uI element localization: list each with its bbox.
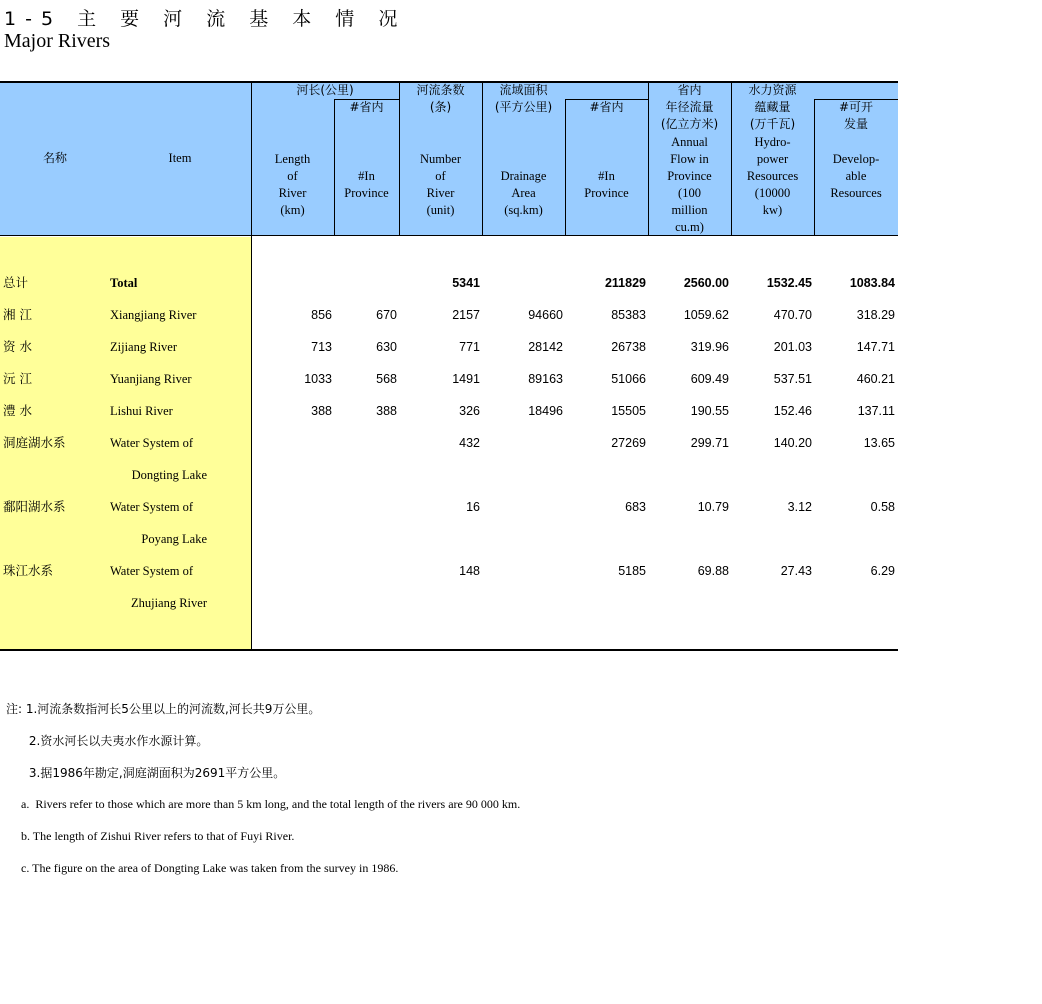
cell-flow: 190.55 bbox=[690, 404, 729, 418]
cell-dev bbox=[805, 459, 895, 491]
cell-dev: 318.29 bbox=[856, 308, 895, 322]
cell-area-prov: 27269 bbox=[611, 436, 646, 450]
cell-area-prov bbox=[556, 587, 646, 619]
footnote: 2.资水河长以夫夷水作水源计算。 bbox=[6, 734, 209, 748]
header-line: (10000 bbox=[754, 186, 791, 200]
cell-flow: 299.71 bbox=[690, 436, 729, 450]
header-area bbox=[482, 168, 565, 219]
header-line: Annual bbox=[671, 135, 708, 149]
cell-flow bbox=[639, 587, 729, 619]
row-item-en: Zijiang River bbox=[110, 340, 177, 354]
cell-dev bbox=[805, 587, 895, 619]
cell-hydro: 27.43 bbox=[780, 564, 812, 578]
cell-area: 89163 bbox=[528, 372, 563, 386]
header-line: (万千瓦) bbox=[749, 117, 796, 131]
row-name-cn: 澧 水 bbox=[3, 403, 32, 418]
cell-area-prov: 211829 bbox=[604, 276, 646, 290]
cell-length-prov: 630 bbox=[376, 340, 397, 354]
cell-length: 713 bbox=[311, 340, 332, 354]
header-line: Length bbox=[274, 152, 311, 166]
row-name-cn: 洞庭湖水系 bbox=[3, 435, 66, 450]
header-line: million bbox=[671, 203, 708, 217]
header-length-prov-cn: #省内 bbox=[349, 100, 384, 114]
header-line: Province bbox=[667, 169, 712, 183]
cell-flow: 609.49 bbox=[690, 372, 729, 386]
cell-area bbox=[473, 459, 563, 491]
header-line: 发量 bbox=[843, 117, 868, 131]
header-line: Develop- bbox=[832, 152, 880, 166]
cell-dev: 13.65 bbox=[863, 436, 895, 450]
header-line: of bbox=[435, 169, 446, 183]
cell-number: 771 bbox=[459, 340, 480, 354]
cell-length-prov bbox=[307, 427, 397, 459]
header-line: Hydro- bbox=[754, 135, 791, 149]
header-line: 蕴藏量 bbox=[754, 100, 791, 114]
header-line: (100 bbox=[678, 186, 701, 200]
cell-flow: 10.79 bbox=[697, 500, 729, 514]
table-row bbox=[0, 523, 898, 555]
header-line: 年径流量 bbox=[665, 100, 714, 114]
cell-area bbox=[473, 491, 563, 523]
cell-flow: 319.96 bbox=[690, 340, 729, 354]
cell-flow: 1059.62 bbox=[683, 308, 729, 322]
header-line: River bbox=[426, 186, 455, 200]
cell-dev bbox=[805, 523, 895, 555]
cell-dev: 0.58 bbox=[870, 500, 895, 514]
header-line: (unit) bbox=[426, 203, 455, 217]
header-line: 水力资源 bbox=[748, 83, 797, 97]
cell-number: 5341 bbox=[452, 276, 480, 290]
cell-length-prov: 670 bbox=[376, 308, 397, 322]
header-line: of bbox=[287, 169, 298, 183]
cell-number: 16 bbox=[466, 500, 480, 514]
table-row bbox=[0, 395, 898, 427]
row-name-cn: 沅 江 bbox=[3, 371, 32, 386]
table-row bbox=[0, 491, 898, 523]
header-dev bbox=[814, 151, 898, 202]
header-hydro-cn bbox=[731, 82, 814, 133]
cell-length-prov bbox=[307, 459, 397, 491]
cell-hydro: 3.12 bbox=[787, 500, 812, 514]
header-line: Flow in bbox=[670, 152, 709, 166]
header-line: #可开 bbox=[838, 100, 874, 114]
cell-number bbox=[390, 459, 480, 491]
header-length-group: 河长(公里) bbox=[296, 83, 354, 97]
row-name-cn: 资 水 bbox=[3, 339, 32, 354]
cell-number: 1491 bbox=[452, 372, 480, 386]
cell-hydro: 537.51 bbox=[773, 372, 812, 386]
cell-area bbox=[473, 523, 563, 555]
cell-dev: 6.29 bbox=[870, 564, 895, 578]
header-name-cn: 名称 bbox=[42, 151, 67, 165]
header-area-unit: (平方公里) bbox=[494, 100, 553, 114]
row-item-en: Water System of bbox=[110, 436, 194, 450]
cell-number: 2157 bbox=[452, 308, 480, 322]
cell-area: 94660 bbox=[528, 308, 563, 322]
header-line: Number bbox=[420, 152, 461, 166]
cell-area bbox=[473, 555, 563, 587]
row-item-en: Water System of bbox=[110, 564, 194, 578]
header-area-prov-cn: #省内 bbox=[589, 100, 624, 114]
row-item-en: Total bbox=[110, 276, 138, 290]
table-row bbox=[0, 331, 898, 363]
page-title-en: Major Rivers bbox=[4, 30, 111, 52]
cell-number bbox=[390, 523, 480, 555]
header-flow-cn bbox=[648, 82, 731, 133]
header-line: (条) bbox=[429, 100, 452, 114]
header-line: 省内 bbox=[677, 83, 702, 97]
cell-hydro: 201.03 bbox=[773, 340, 812, 354]
cell-flow: 69.88 bbox=[697, 564, 729, 578]
row-item-en: Dongting Lake bbox=[131, 468, 207, 482]
cell-length: 1033 bbox=[304, 372, 332, 386]
header-line: (km) bbox=[280, 203, 305, 217]
cell-number bbox=[390, 587, 480, 619]
cell-dev: 147.71 bbox=[856, 340, 895, 354]
cell-length-prov bbox=[307, 555, 397, 587]
cell-number: 326 bbox=[459, 404, 480, 418]
header-area-group: 流域面积 bbox=[499, 83, 548, 97]
row-name-cn: 湘 江 bbox=[3, 307, 32, 322]
footnote: b. The length of Zishui River refers to that of Fuyi River. bbox=[6, 829, 295, 843]
page-title-cn: 1-5 主 要 河 流 基 本 情 况 bbox=[4, 8, 407, 30]
cell-area: 18496 bbox=[528, 404, 563, 418]
cell-area bbox=[473, 427, 563, 459]
table-row bbox=[0, 555, 898, 587]
cell-flow bbox=[639, 459, 729, 491]
header-line: River bbox=[278, 186, 307, 200]
cell-length-prov bbox=[307, 491, 397, 523]
header-number-cn bbox=[399, 82, 482, 116]
header-number bbox=[399, 151, 482, 219]
header-length-prov bbox=[334, 168, 399, 202]
header-length bbox=[251, 151, 334, 219]
row-item-en: Zhujiang River bbox=[130, 596, 207, 610]
header-line: #In bbox=[358, 169, 375, 183]
table-row bbox=[0, 587, 898, 619]
cell-flow: 2560.00 bbox=[683, 276, 729, 290]
header-line: cu.m) bbox=[675, 220, 704, 234]
footnote: c. The figure on the area of Dongting Lake was taken from the survey in 1986. bbox=[6, 861, 399, 875]
cell-dev: 137.11 bbox=[857, 404, 895, 418]
header-line: Province bbox=[584, 186, 629, 200]
header-line: (sq.km) bbox=[504, 203, 543, 217]
cell-area bbox=[473, 587, 563, 619]
footnote: 3.据1986年勘定,洞庭湖面积为2691平方公里。 bbox=[6, 766, 286, 780]
header-line: Resources bbox=[746, 169, 799, 183]
header-line: Province bbox=[344, 186, 389, 200]
header-line: Area bbox=[511, 186, 536, 200]
row-item-en: Lishui River bbox=[110, 404, 173, 418]
cell-number: 148 bbox=[459, 564, 480, 578]
cell-area-prov: 683 bbox=[625, 500, 646, 514]
header-item: Item bbox=[168, 151, 192, 165]
cell-length-prov bbox=[307, 523, 397, 555]
cell-length-prov bbox=[307, 267, 397, 299]
row-item-en: Poyang Lake bbox=[141, 532, 207, 546]
cell-hydro bbox=[722, 459, 812, 491]
cell-length-prov: 388 bbox=[376, 404, 397, 418]
cell-area: 28142 bbox=[528, 340, 563, 354]
table-row bbox=[0, 267, 898, 299]
header-line: Drainage bbox=[500, 169, 547, 183]
cell-flow bbox=[639, 523, 729, 555]
table-row bbox=[0, 299, 898, 331]
cell-number: 432 bbox=[459, 436, 480, 450]
cell-area-prov bbox=[556, 523, 646, 555]
row-name-cn: 总计 bbox=[3, 275, 29, 290]
cell-hydro: 1532.45 bbox=[766, 276, 812, 290]
table-row bbox=[0, 363, 898, 395]
header-line: 河流条数 bbox=[416, 83, 465, 97]
header-hydro bbox=[731, 134, 814, 219]
cell-hydro: 140.20 bbox=[773, 436, 812, 450]
row-item-en: Water System of bbox=[110, 500, 194, 514]
cell-length-prov bbox=[307, 587, 397, 619]
row-item-en: Xiangjiang River bbox=[110, 308, 197, 322]
cell-area-prov: 5185 bbox=[618, 564, 646, 578]
cell-hydro bbox=[722, 523, 812, 555]
table-row bbox=[0, 459, 898, 491]
cell-hydro: 152.46 bbox=[773, 404, 812, 418]
cell-hydro: 470.70 bbox=[773, 308, 812, 322]
header-flow bbox=[648, 134, 731, 236]
cell-length: 388 bbox=[311, 404, 332, 418]
bottom-rule bbox=[0, 649, 898, 651]
header-line: #In bbox=[598, 169, 615, 183]
cell-area bbox=[473, 267, 563, 299]
header-line: kw) bbox=[762, 203, 783, 217]
rivers-table bbox=[0, 81, 898, 651]
row-name-cn: 鄱阳湖水系 bbox=[3, 499, 66, 514]
cell-length: 856 bbox=[311, 308, 332, 322]
table-row bbox=[0, 427, 898, 459]
footnote: a. Rivers refer to those which are more than 5 km long, and the total length of the rivers are 90 000 km. bbox=[6, 797, 521, 811]
cell-dev: 1083.84 bbox=[849, 276, 895, 290]
cell-area-prov: 15505 bbox=[611, 404, 646, 418]
footnote: 注: 1.河流条数指河长5公里以上的河流数,河长共9万公里。 bbox=[6, 702, 321, 716]
header-line: (亿立方米) bbox=[660, 117, 719, 131]
header-dev-cn bbox=[814, 99, 898, 133]
header-line: Resources bbox=[830, 186, 882, 200]
cell-area-prov: 85383 bbox=[611, 308, 646, 322]
header-line: power bbox=[756, 152, 789, 166]
cell-hydro bbox=[722, 587, 812, 619]
cell-length-prov: 568 bbox=[376, 372, 397, 386]
header-line: able bbox=[845, 169, 867, 183]
row-name-cn: 珠江水系 bbox=[3, 563, 54, 578]
row-item-en: Yuanjiang River bbox=[110, 372, 192, 386]
header-area-prov bbox=[565, 168, 648, 202]
header-bottom-rule bbox=[0, 235, 898, 236]
cell-area-prov: 26738 bbox=[611, 340, 646, 354]
cell-area-prov bbox=[556, 459, 646, 491]
cell-area-prov: 51066 bbox=[611, 372, 646, 386]
cell-dev: 460.21 bbox=[856, 372, 895, 386]
